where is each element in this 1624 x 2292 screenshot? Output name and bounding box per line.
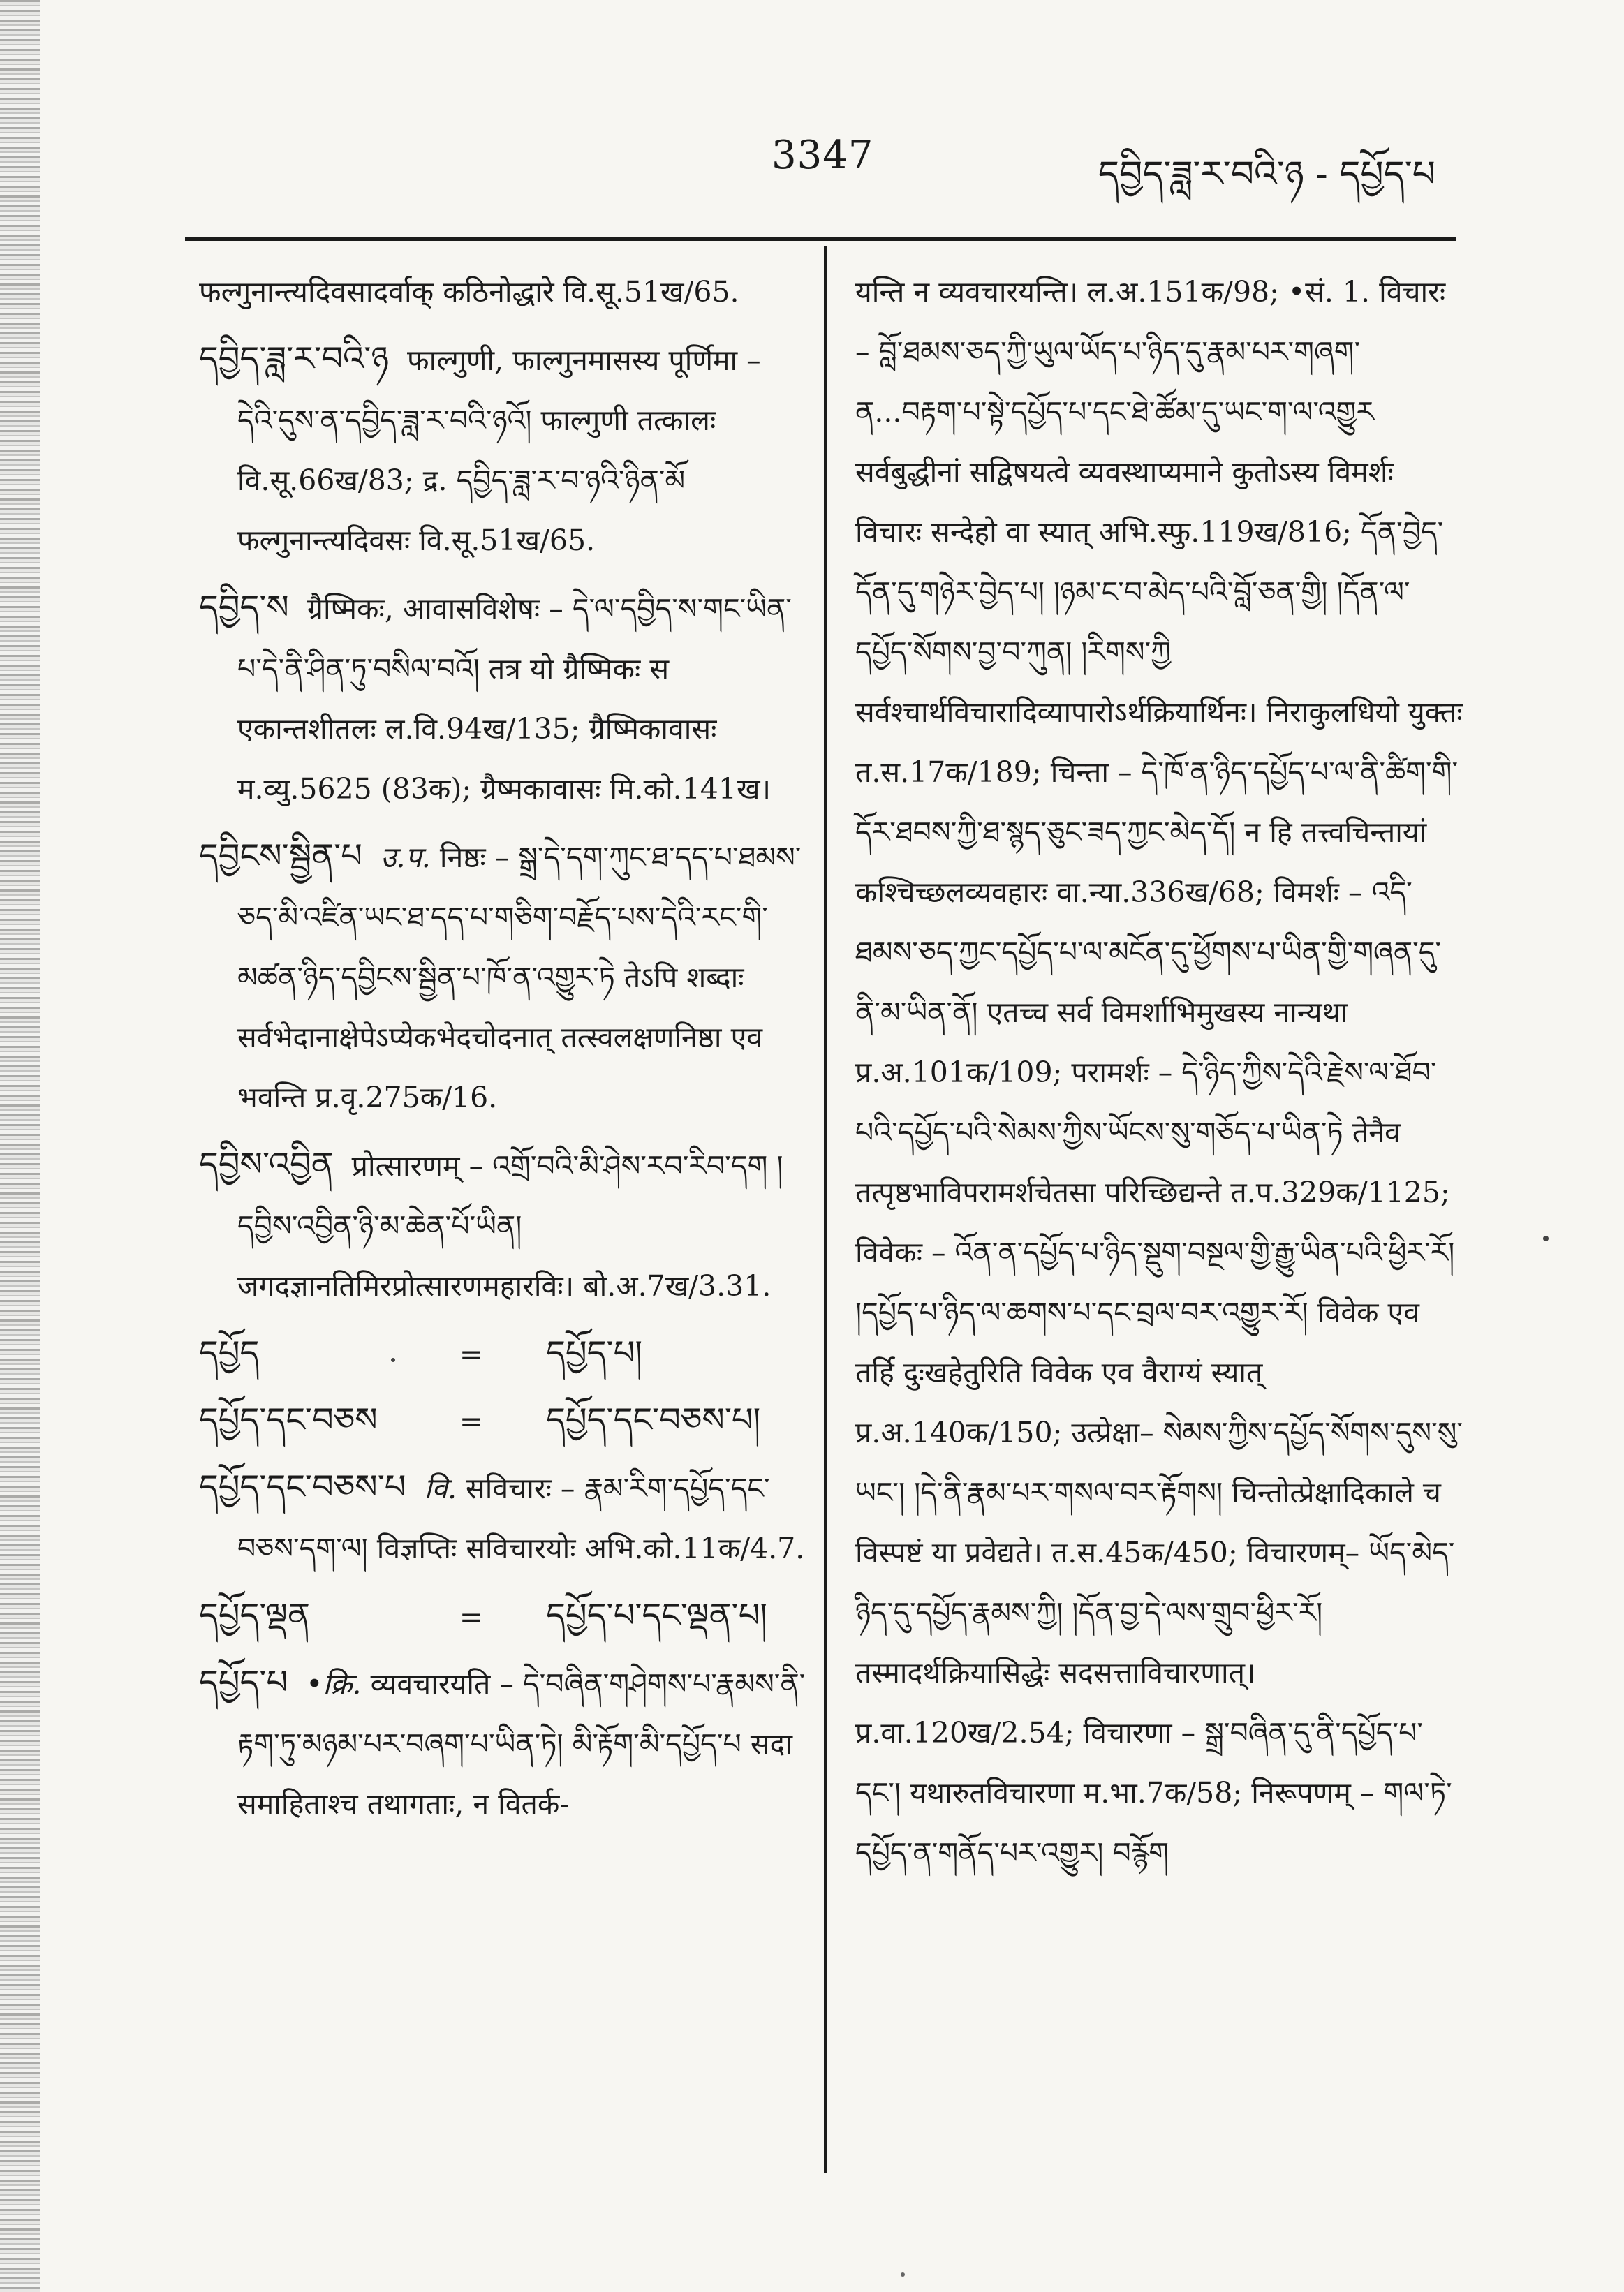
stray-mark <box>391 1358 395 1362</box>
headword: དབྱིས་འབྱིན <box>199 1145 334 1184</box>
right-column-text: यन्ति न व्यवचारयन्ति। ल.अ.151क/98; •सं. 1. विचारः – བློ་ཐམས་ཅད་ཀྱི་ཡུལ་ཡོད་པ་ཉིད་དུ་རྣམ་པར་གཞག་ན...བརྟག་པ་སྟེ་དཔྱོད་པ་དང་ཐེ་ཚོམ་དུ་ཡང་ག་ལ་འགྱུར सर्वबुद्धीनां सद्विषयत्वे व्यवस्थाप्यमाने कुतोऽस्य विमर्शः विचारः सन्देहो वा स्यात् अभि.स्फु.119ख/816; དོན་བྱེད་དོན་དུ་གཉེར་བྱེད་པ། །ཉམ་ང་བ་མེད་པའི་བློ་ཅན་གྱི། །དོན་ལ་དཔྱོད་སོགས་བྱ་བ་ཀུན། །རིགས་ཀྱི सर्वश्चार्थविचारादिव्यापारोऽर्थक्रियार्थिनः। निराकुलधियो युक्तः त.स.17क/189; चिन्ता – དེ་ཁོ་ན་ཉིད་དཔྱོད་པ་ལ་ནི་ཚིག་གི་དོར་ཐབས་ཀྱི་ཐ་སྙད་ཅུང་ཟད་ཀྱང་མེད་དོ། न हि तत्त्वचिन्तायां कश्चिच्छलव्यवहारः वा.न्या.336ख/68; विमर्शः – འདི་ཐམས་ཅད་ཀྱང་དཔྱོད་པ་ལ་མངོན་དུ་ཕྱོགས་པ་ཡིན་གྱི་གཞན་དུ་ནི་མ་ཡིན་ནོ། एतच्च सर्व विमर्शाभिमुखस्य नान्यथा प्र.अ.101क/109; परामर्शः – དེ་ཉིད་ཀྱིས་དེའི་རྗེས་ལ་ཐོབ་པའི་དཔྱོད་པའི་སེམས་ཀྱིས་ཡོངས་སུ་གཅོད་པ་ཡིན་ཏེ तेनैव तत्पृष्ठभाविपरामर्शचेतसा परिच्छिद्यन्ते त.प.329क/1125; विवेकः – འོན་ན་དཔྱོད་པ་ཉིད་སྡུག་བསྔལ་གྱི་རྒྱུ་ཡིན་པའི་ཕྱིར་རོ། །དཔྱོད་པ་ཉིད་ལ་ཆགས་པ་དང་བྲལ་བར་འགྱུར་རོ། विवेक एव तर्हि दुःखहेतुरिति विवेक एव वैराग्यं स्यात् प्र.अ.140क/150; उत्प्रेक्षा– སེམས་ཀྱིས་དཔྱོད་སོགས་དུས་སུ་ཡང་། །དེ་ནི་རྣམ་པར་གསལ་བར་རྟོགས། चिन्तोत्प्रेक्षादिकाले च विस्पष्टं या प्रवेद्यते। त.स.45क/450; विचारणम्– ཡོད་མེད་ཉིད་དུ་དཔྱོད་རྣམས་ཀྱི། །དོན་བྱ་དེ་ལས་གྲུབ་ཕྱིར་རོ། तस्मादर्थक्रियासिद्धेः सदसत्ताविचारणात्। प्र.वा.120ख/2.54; विचारणा – སྒྲ་བཞིན་དུ་ནི་དཔྱོད་པ་དང་། यथारुतविचारणा म.भा.7क/58; निरूपणम् – གལ་ཏེ་དཔྱོད་ན་གནོད་པར་འགྱུར། བརྙོག <box>855 275 1463 1870</box>
grammar-label: वि. <box>424 1472 457 1505</box>
column-divider <box>824 246 827 2173</box>
entry-body: फाल्गुणी, फाल्गुनमासस्य पूर्णिमा – དེའི་དུས་ན་དབྱིད་ཟླ་ར་བའི་ཉའོ། फाल्गुणी तत्कालः वि.सू.66ख/83; द्र. དབྱིད་ཟླ་ར་བ་ཉའི་ཉིན་མོ फल्गुनान्त्यदिवसः वि.सू.51ख/65. <box>237 343 761 557</box>
dictionary-entry <box>199 577 806 819</box>
grammar-label: •क्रि. <box>306 1667 362 1701</box>
entry-body: व्यवचारयति – དེ་བཞིན་གཤེགས་པ་རྣམས་ནི་རྟག་ཏུ་མཉམ་པར་བཞག་པ་ཡིན་ཏེ། མི་རྟོག་མི་དཔྱོད་པ सदा समाहिताश्च तथागताः, न वितर्क- <box>237 1667 806 1821</box>
xref-target: དཔྱོད་པ། <box>546 1333 642 1373</box>
equals-sign: = <box>459 1600 484 1634</box>
scan-edge-artifact <box>0 0 40 2292</box>
dictionary-entry <box>199 1653 806 1834</box>
headword: དཔྱོད <box>199 1333 260 1373</box>
grammar-label: उ.प. <box>381 841 431 874</box>
cross-reference <box>199 1585 806 1647</box>
right-column <box>855 262 1463 1890</box>
entry-body: ग्रैष्मिकः, आवासविशेषः – དེ་ལ་དབྱིད་ས་གང་ཡིན་པ་དེ་ནི་ཤིན་ཏུ་བསིལ་བའོ། तत्र यो ग्रैष्मिकः स एकान्तशीतलः ल.वि.94ख/135; ग्रैष्मिकावासः म.व्यु.5625 (83क); ग्रैष्मकावासः मि.को.141ख। <box>237 592 792 806</box>
headword: དཔྱོད་ལྡན <box>199 1596 310 1635</box>
cross-reference <box>199 1390 806 1451</box>
stray-mark <box>901 2272 905 2277</box>
running-head: དབྱིད་ཟླ་ར་བའི་ཉ - དཔྱོད་པ <box>1098 154 1435 195</box>
entry-body: सविचारः – རྣམ་རིག་དཔྱོད་དང་བཅས་དག་ལ། विज्ञप्तिः सविचारयोः अभि.को.11क/4.7. <box>237 1472 805 1565</box>
equals-sign: = <box>459 1338 484 1371</box>
header-rule <box>185 237 1456 241</box>
continuation-text: फल्गुनान्त्यदिवसादर्वाक् कठिनोद्धारे वि.सू.51ख/65. <box>199 275 739 309</box>
headword: དཔྱོད་དང་བཅས <box>199 1400 378 1440</box>
page-header <box>0 133 1624 209</box>
left-column <box>199 262 806 1841</box>
cross-reference <box>199 1323 806 1384</box>
stray-mark <box>1543 1236 1549 1241</box>
page-number: 3347 <box>772 133 874 178</box>
dictionary-entry <box>199 1457 806 1578</box>
headword: དབྱིད་ས <box>199 588 289 627</box>
xref-target: དཔྱོད་དང་བཅས་པ། <box>546 1400 761 1440</box>
entry-body: निष्ठः – སྒྲ་དེ་དག་ཀུང་ཐ་དད་པ་ཐམས་ཅད་མི་འཛིན་ཡང་ཐ་དད་པ་གཅིག་བརྗོད་པས་དེའི་རང་གི་མཚན་ཉིད་དབྱིངས་སྦྱིན་པ་ཁོ་ན་འགྱུར་ཏེ तेऽपि शब्दाः सर्वभेदानाक्षेपेऽप्येकभेदचोदनात् तत्स्वलक्षणनिष्ठा एव भवन्ति प्र.वृ.275क/16. <box>237 841 802 1114</box>
headword: དཔྱོད་པ <box>199 1663 288 1702</box>
headword: དབྱིངས་སྦྱིན་པ <box>199 836 363 875</box>
dictionary-entry <box>199 826 806 1127</box>
headword: དབྱིད་ཟླ་ར་བའི་ཉ <box>199 339 390 378</box>
dictionary-entry <box>199 329 806 570</box>
equals-sign: = <box>459 1405 484 1438</box>
xref-target: དཔྱོད་པ་དང་ལྡན་པ། <box>546 1596 768 1635</box>
entry-body: प्रोत्सारणम् – འགྲོ་བའི་མི་ཤེས་རབ་རིབ་དག །དབྱིས་འབྱིན་ཉི་མ་ཆེན་པོ་ཡིན། जगदज्ञानतिमिरप्रोत्सारणमहारविः। बो.अ.7ख/3.31. <box>237 1149 783 1303</box>
dictionary-entry <box>199 1134 806 1316</box>
headword: དཔྱོད་དང་བཅས་པ <box>199 1467 406 1507</box>
